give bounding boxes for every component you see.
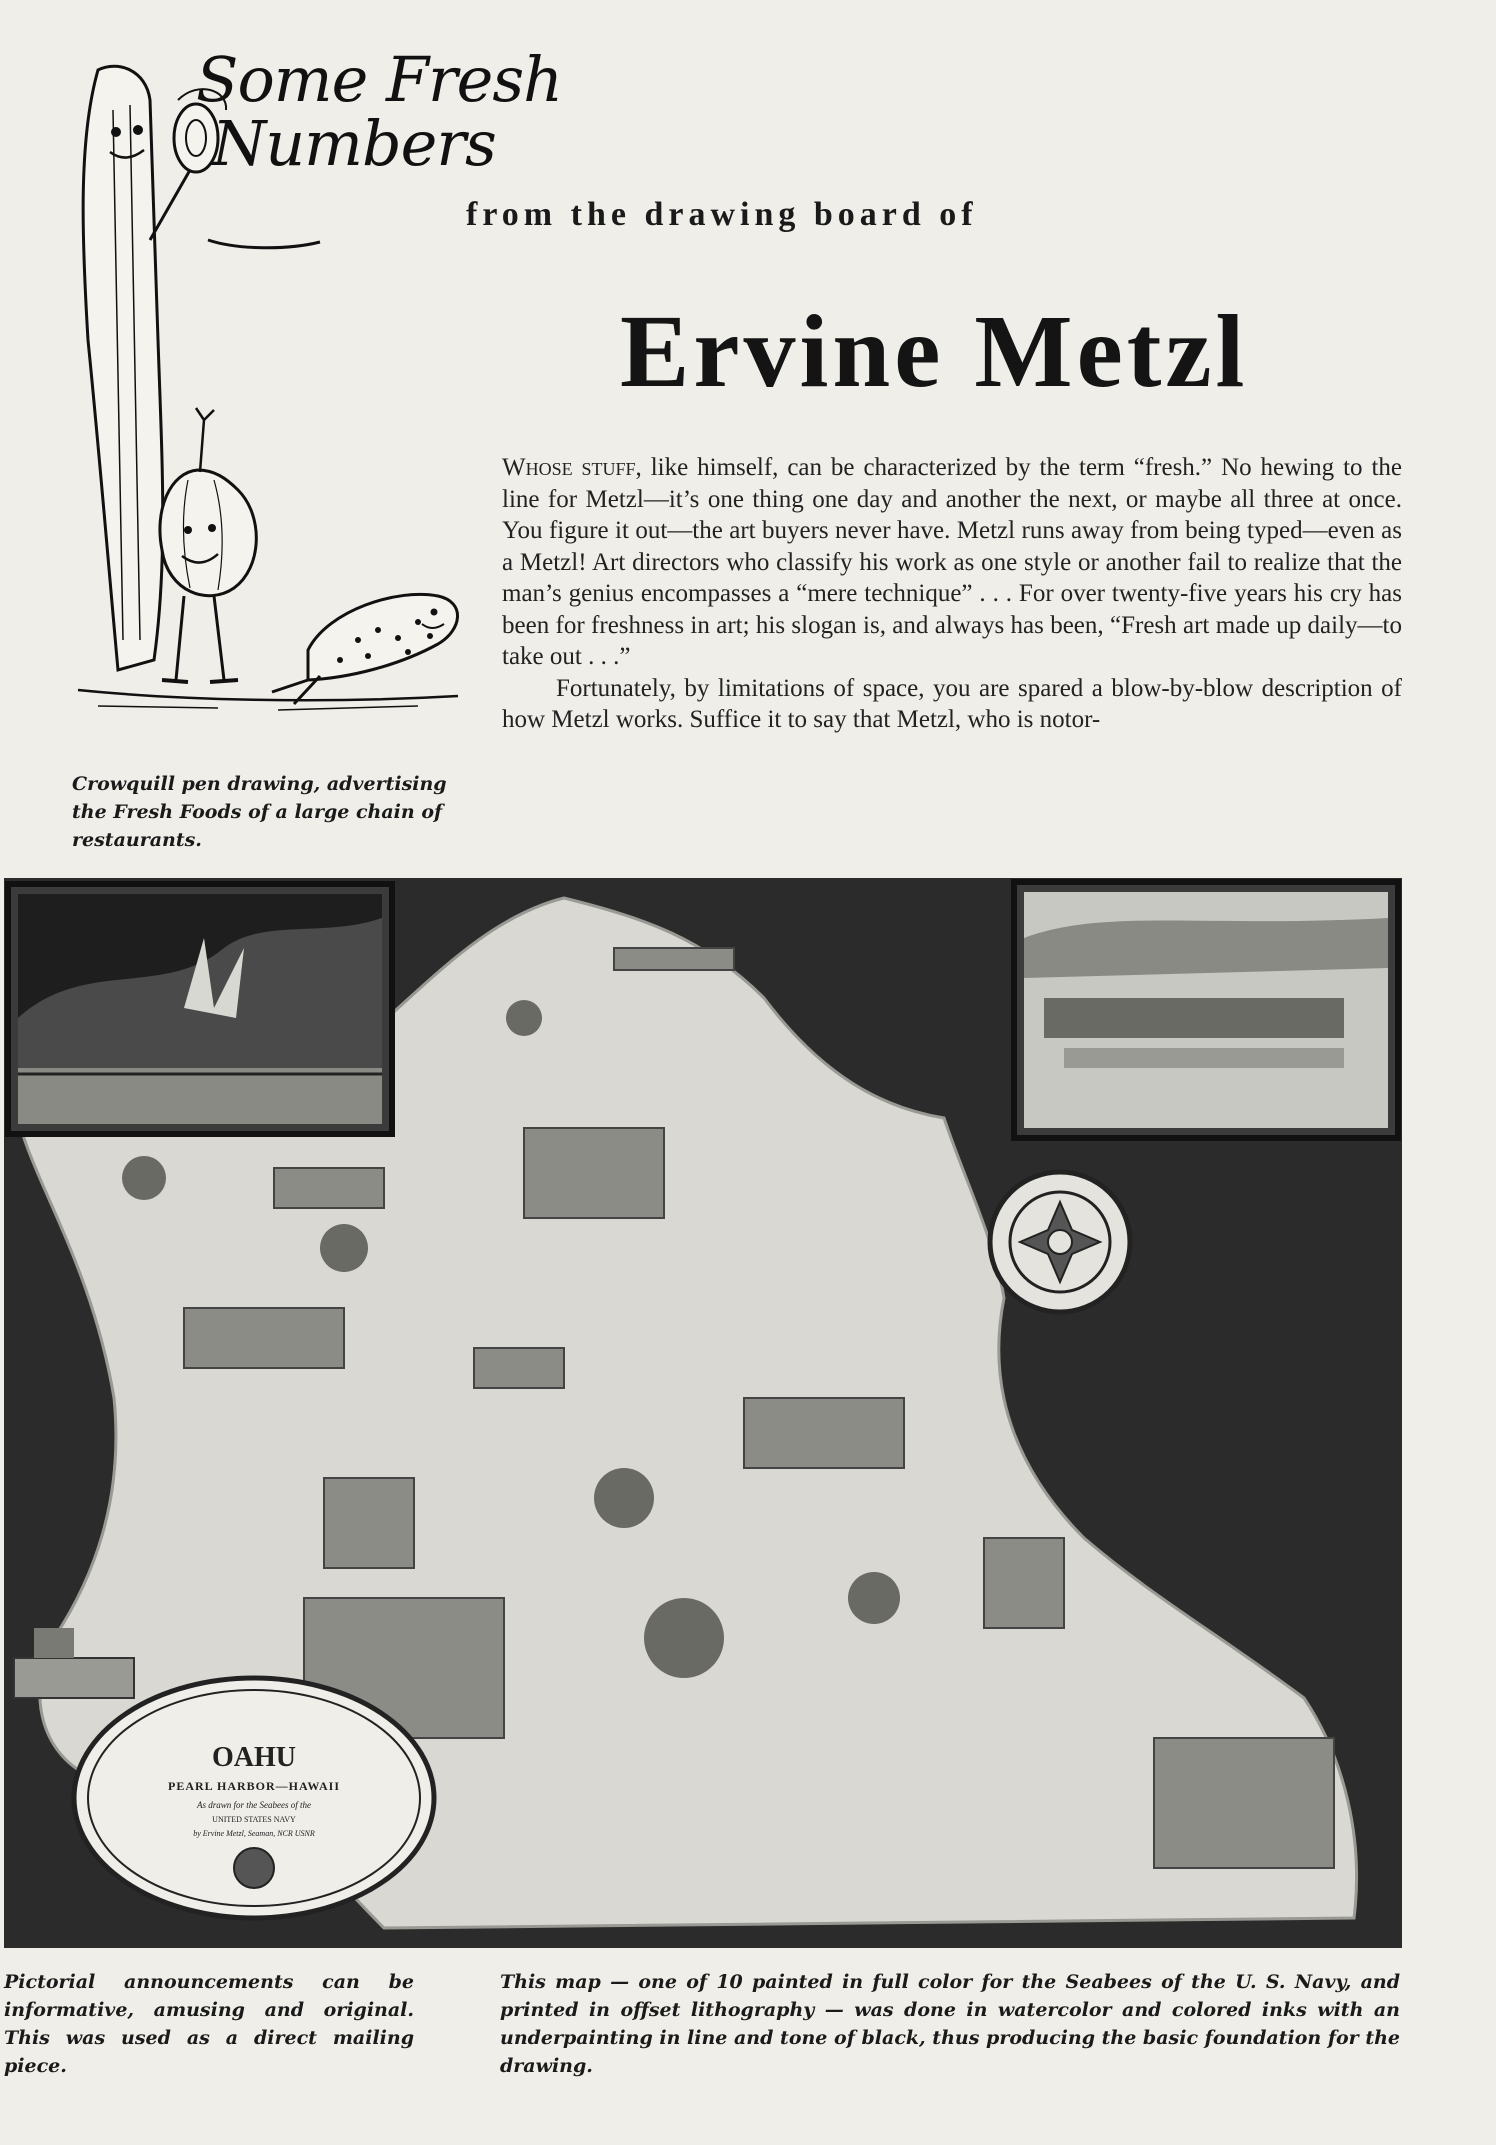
script-heading: [196, 43, 563, 180]
article-body: [502, 452, 1402, 736]
caption-illustration: Crowquill pen drawing, advertising the Fresh Foods of a large chain of restaurants.: [72, 773, 447, 851]
map-label-line2: UNITED STATES NAVY: [212, 1815, 296, 1824]
map-label-line3: by Ervine Metzl, Seaman, NCR USNR: [193, 1829, 315, 1838]
map-label-line1: As drawn for the Seabees of the: [197, 1800, 311, 1810]
seabee-emblem-icon: [234, 1848, 274, 1888]
page-title: Ervine Metzl: [620, 294, 1249, 409]
caption-announcement: Pictorial announcements can be informative, amusing and original. This was used as a direct mailing piece.: [4, 1971, 414, 2077]
script-heading-line1: Some Fresh: [196, 43, 563, 116]
oahu-map: [4, 878, 1402, 1948]
subheading: from the drawing board of: [466, 196, 978, 233]
paragraph-1-text: like himself, can be characterized by the term “fresh.” No hewing to the line for Metzl—it’s one thing one day and another the next, or maybe all three at once. You figure it out—the art buyers never have. Metzl runs away from being typed—even as a Metzl! Art directors who classify his work as one style or another fail to realize that the man’s genius encompasses a “mere technique” . . . For over twenty-five years his cry has been for freshness in art; his slogan is, and always has been, “Fresh art made up daily—to take out . . .”: [502, 454, 1402, 670]
script-heading-line2: Numbers: [212, 107, 496, 180]
lead-in: Whose stuff,: [502, 454, 642, 481]
caption-map: This map — one of 10 painted in full color for the Seabees of the U. S. Navy, and printed in offset lithography — was done in watercolor and colored inks with an underpainting in line and tone of black, thus producing the basic foundation for the drawing.: [500, 1971, 1400, 2077]
map-label-subtitle: PEARL HARBOR—HAWAII: [167, 1779, 341, 1793]
oahu-map-drawing: [4, 878, 1402, 1948]
article-paragraph-2: Fortunately, by limitations of space, you are spared a blow-by-blow description of how Metzl works. Suffice it to say that Metzl, who is notor-: [502, 674, 1402, 733]
article-paragraph-1: [502, 452, 1402, 673]
map-label-title: OAHU: [212, 1742, 296, 1773]
